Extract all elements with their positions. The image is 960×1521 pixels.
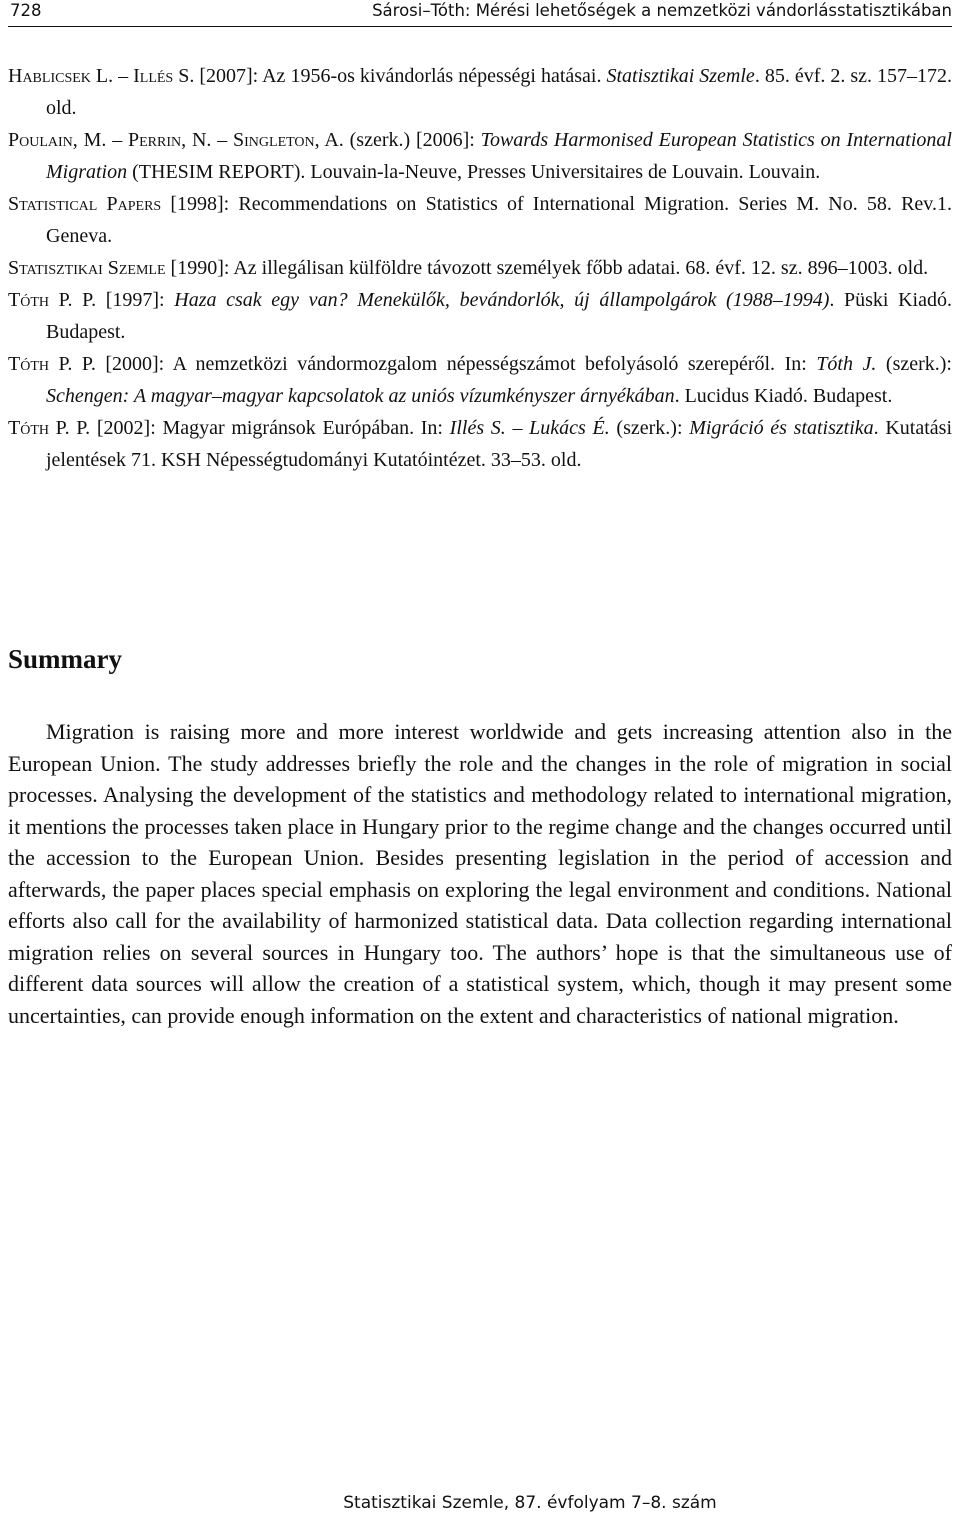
summary-heading: Summary bbox=[8, 644, 122, 674]
reference-title: Towards Harmonised European Statistics on International Migration bbox=[46, 129, 952, 183]
reference-tail: . Lucidus Kiadó. Budapest. bbox=[674, 385, 893, 407]
reference-tail: . Kutatási jelentések 71. KSH Népességtudományi Kutatóintézet. 33–53. old. bbox=[46, 417, 953, 471]
reference-title: Migráció és statisztika bbox=[689, 417, 874, 439]
reference-tail: (THESIM REPORT). Louvain-la-Neuve, Presses Universitaires de Louvain. Louvain. bbox=[127, 161, 821, 183]
reference-item bbox=[8, 124, 952, 188]
reference-text: [2007]: Az 1956-os kivándorlás népességi hatásai. bbox=[199, 65, 607, 87]
reference-item bbox=[8, 348, 952, 412]
reference-editor: Tóth J. bbox=[816, 353, 877, 375]
reference-text: [1998]: Recommendations on Statistics of International Migration. Series M. No. 58. Rev.1. Geneva. bbox=[46, 193, 952, 247]
reference-title: Schengen: A magyar–magyar kapcsolatok az uniós vízumkényszer árnyékában bbox=[46, 385, 675, 407]
reference-author: Statistical Papers bbox=[8, 193, 162, 215]
reference-text: [2000]: A nemzetközi vándormozgalom népességszámot befolyásoló szerepéről. In: bbox=[95, 353, 817, 375]
reference-author: Poulain, M. – Perrin, N. – Singleton, A. bbox=[8, 129, 344, 151]
reference-text: [1990]: Az illegálisan külföldre távozott személyek főbb adatai. 68. évf. 12. sz. 896–1003. old. bbox=[165, 257, 929, 279]
reference-item bbox=[8, 284, 952, 348]
reference-editor: Illés S. – Lukács É. bbox=[449, 417, 610, 439]
footer-journal: Statisztikai Szemle, 87. évfolyam 7–8. szám bbox=[343, 1493, 717, 1513]
reference-tail: . 85. évf. 2. sz. 157–172. old. bbox=[46, 65, 953, 119]
reference-source: Statisztikai Szemle bbox=[606, 65, 755, 87]
reference-ed-mark: (szerk.): bbox=[876, 353, 952, 375]
reference-item bbox=[8, 252, 952, 284]
reference-item bbox=[8, 412, 952, 476]
reference-author: Tóth P. P. bbox=[8, 417, 91, 439]
reference-list bbox=[8, 60, 952, 476]
reference-item bbox=[8, 188, 952, 252]
reference-text: (szerk.) [2006]: bbox=[343, 129, 481, 151]
reference-title: Haza csak egy van? Menekülők, bevándorlók, új állampolgárok (1988–1994) bbox=[174, 289, 830, 311]
reference-item bbox=[8, 60, 952, 124]
reference-author: Hablicsek L. – Illés S. bbox=[8, 65, 195, 87]
reference-author: Tóth P. P. bbox=[8, 353, 96, 375]
reference-tail: . Püski Kiadó. Budapest. bbox=[46, 289, 952, 343]
running-title: Sárosi–Tóth: Mérési lehetőségek a nemzetközi vándorlásstatisztikában bbox=[372, 1, 952, 20]
reference-text: [2002]: Magyar migránsok Európában. In: bbox=[90, 417, 450, 439]
reference-author: Statisztikai Szemle bbox=[8, 257, 166, 279]
reference-author: Tóth P. P. bbox=[8, 289, 97, 311]
summary-paragraph: Migration is raising more and more interest worldwide and gets increasing attention also in the European Union. The study addresses briefly the role and the changes in the role of migration in social processes. Analysing the development of the statistics and methodology related to international migration, it mentions the processes taken place in Hungary prior to the regime change and the changes occurred until the accession to the European Union. Besides presenting legislation in the period of accession and afterwards, the paper places special emphasis on exploring the legal environment and conditions. National efforts also call for the availability of harmonized statistical data. Data collection regarding international migration relies on several sources in Hungary too. The authors’ hope is that the simultaneous use of different data sources will allow the creation of a statistical system, which, though it may present some uncertainties, can provide enough information on the extent and characteristics of national migration. bbox=[8, 719, 952, 1028]
reference-text: [1997]: bbox=[96, 289, 175, 311]
page-number: 728 bbox=[10, 1, 42, 20]
page-footer bbox=[0, 1493, 960, 1513]
reference-ed-mark: (szerk.): bbox=[609, 417, 690, 439]
page-header bbox=[8, 0, 952, 27]
